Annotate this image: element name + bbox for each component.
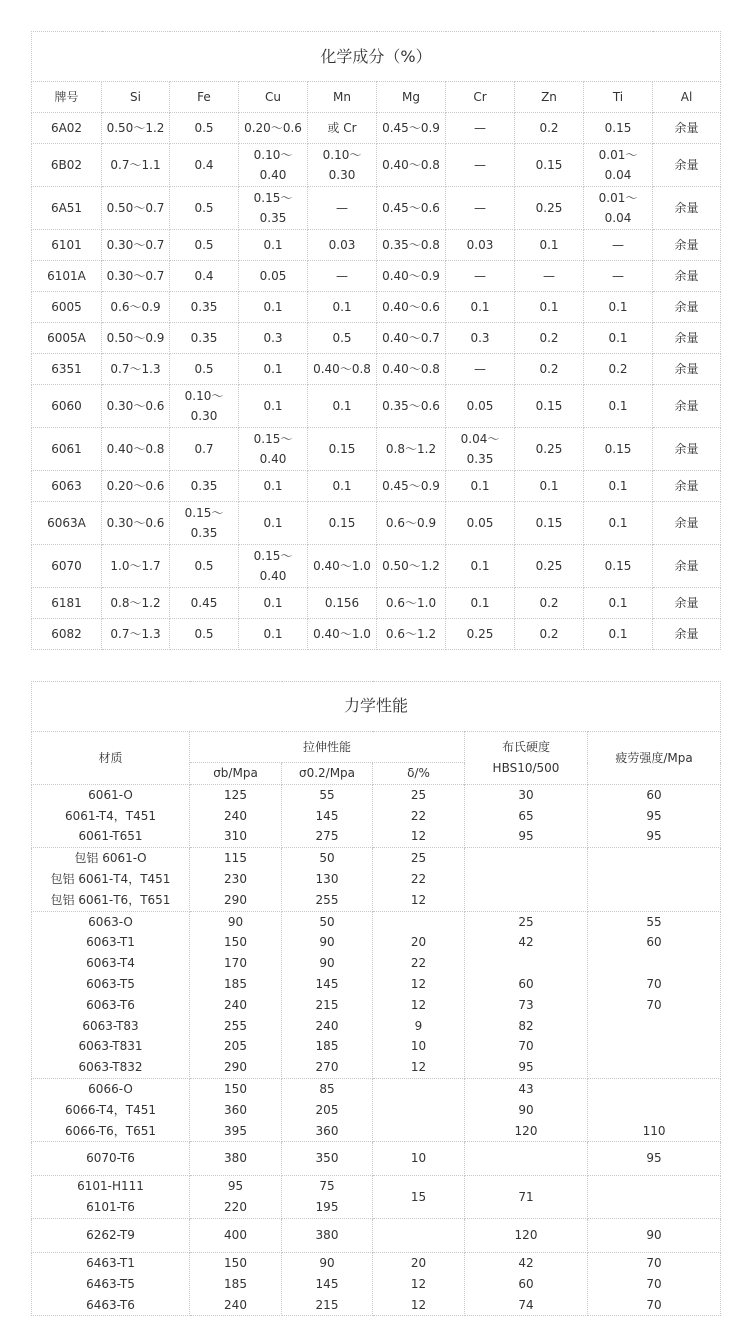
table-cell: 0.50～1.2 [377, 545, 446, 588]
table-cell: 0.10～ 0.40 [239, 144, 308, 187]
table-cell: 0.3 [239, 323, 308, 354]
table-cell: 0.15 [308, 428, 377, 471]
table-cell-fatigue [588, 848, 721, 911]
table-cell: — [308, 261, 377, 292]
table-cell: 0.6～1.2 [377, 619, 446, 650]
table-cell-fatigue: 60 95 95 [588, 784, 721, 847]
table-cell: 0.5 [170, 619, 239, 650]
table-row [32, 784, 721, 847]
table-cell: 0.3 [446, 323, 515, 354]
table-cell: 0.1 [239, 588, 308, 619]
table-cell: 0.50～1.2 [102, 113, 170, 144]
table-row [32, 1252, 721, 1315]
table-cell: 0.1 [239, 292, 308, 323]
table-cell: 0.45～0.9 [377, 471, 446, 502]
table-cell: 0.1 [239, 471, 308, 502]
table-row [32, 1218, 721, 1252]
table-cell: 0.35～0.8 [377, 230, 446, 261]
table-cell-fatigue: 110 [588, 1078, 721, 1141]
table-cell: 0.04～ 0.35 [446, 428, 515, 471]
header-sigma-b: σb/Mpa [190, 763, 282, 785]
header-9: Al [653, 82, 721, 113]
table-row [32, 1176, 721, 1219]
header-tensile: 拉伸性能 [190, 732, 465, 763]
table-cell: 0.50～0.9 [102, 323, 170, 354]
table-cell-s02: 380 [282, 1218, 373, 1252]
table-cell: 余量 [653, 323, 721, 354]
table-cell-material: 6070-T6 [32, 1142, 190, 1176]
table-cell-material: 6063-O 6063-T1 6063-T4 6063-T5 6063-T6 6063-T83 6063-T831 6063-T832 [32, 911, 190, 1078]
table-cell: 0.5 [170, 545, 239, 588]
table-row [32, 187, 721, 230]
table-cell: — [515, 261, 584, 292]
table-cell: 0.15 [584, 113, 653, 144]
table-cell-sb: 125 240 310 [190, 784, 282, 847]
table-cell-fatigue: 90 [588, 1218, 721, 1252]
table-cell: 0.40～0.7 [377, 323, 446, 354]
table-cell: 0.30～0.6 [102, 502, 170, 545]
table-cell: 0.05 [446, 385, 515, 428]
table-cell: — [584, 261, 653, 292]
table-cell: — [446, 144, 515, 187]
table-cell-material: 6061-O 6061-T4，T451 6061-T651 [32, 784, 190, 847]
table-cell: 0.1 [446, 545, 515, 588]
table-cell-hb [465, 848, 588, 911]
chemical-header-row [32, 82, 721, 113]
table-cell: 0.1 [515, 292, 584, 323]
table-cell: 0.8～1.2 [102, 588, 170, 619]
table-cell: 0.35 [170, 471, 239, 502]
table-cell: 0.15～ 0.40 [239, 545, 308, 588]
table-cell: 0.30～0.7 [102, 230, 170, 261]
table-cell: 0.7～1.1 [102, 144, 170, 187]
table-cell-sb: 150 360 395 [190, 1078, 282, 1141]
header-3: Cu [239, 82, 308, 113]
table-cell: 6A51 [32, 187, 102, 230]
table-cell-delta: 25 22 12 [373, 784, 465, 847]
table-cell: 6351 [32, 354, 102, 385]
table-cell: 0.2 [515, 113, 584, 144]
table-cell: 0.25 [515, 545, 584, 588]
table-cell-sb: 115 230 290 [190, 848, 282, 911]
table-cell: 0.1 [239, 230, 308, 261]
table-cell-material: 包铝 6061-O 包铝 6061-T4，T451 包铝 6061-T6，T651 [32, 848, 190, 911]
table-cell-material: 6101-H111 6101-T6 [32, 1176, 190, 1219]
table-cell: 余量 [653, 113, 721, 144]
table-cell: 6B02 [32, 144, 102, 187]
table-cell: 余量 [653, 144, 721, 187]
table-cell: 0.40～0.8 [377, 144, 446, 187]
table-cell: — [308, 187, 377, 230]
table-cell-material: 6066-O 6066-T4，T451 6066-T6，T651 [32, 1078, 190, 1141]
mechanical-table-title: 力学性能 [32, 682, 721, 732]
table-cell: 0.1 [239, 354, 308, 385]
table-cell: 0.40～0.9 [377, 261, 446, 292]
table-row [32, 588, 721, 619]
table-cell: 0.1 [308, 385, 377, 428]
table-cell: 1.0～1.7 [102, 545, 170, 588]
table-cell: 0.45～0.6 [377, 187, 446, 230]
table-row [32, 261, 721, 292]
table-cell-delta: 10 [373, 1142, 465, 1176]
table-cell-hb: 25 42 60 73 82 70 95 [465, 911, 588, 1078]
table-cell-fatigue: 55 60 70 70 [588, 911, 721, 1078]
table-cell: 0.40～0.8 [377, 354, 446, 385]
table-cell-fatigue: 95 [588, 1142, 721, 1176]
table-cell-delta: 25 22 12 [373, 848, 465, 911]
table-cell: 6061 [32, 428, 102, 471]
table-cell-fatigue: 70 70 70 [588, 1252, 721, 1315]
table-cell: 0.35 [170, 292, 239, 323]
table-cell: 余量 [653, 385, 721, 428]
header-4: Mn [308, 82, 377, 113]
table-cell: 0.40～0.6 [377, 292, 446, 323]
table-cell: 0.01～ 0.04 [584, 144, 653, 187]
table-cell: 6005 [32, 292, 102, 323]
table-cell: 0.45 [170, 588, 239, 619]
table-cell: 0.15～ 0.40 [239, 428, 308, 471]
table-cell: 0.1 [446, 292, 515, 323]
table-cell: 0.1 [584, 588, 653, 619]
table-cell: 余量 [653, 502, 721, 545]
table-cell: 0.01～ 0.04 [584, 187, 653, 230]
table-row [32, 1078, 721, 1141]
table-cell: 6070 [32, 545, 102, 588]
table-cell: 0.40～0.8 [102, 428, 170, 471]
table-row [32, 619, 721, 650]
table-cell: 0.7 [170, 428, 239, 471]
table-cell: 0.5 [170, 354, 239, 385]
table-cell: 0.15 [308, 502, 377, 545]
table-cell-hb: 71 [465, 1176, 588, 1219]
table-cell: — [446, 354, 515, 385]
chemical-table-title: 化学成分（%） [32, 32, 721, 82]
table-cell: 0.1 [239, 502, 308, 545]
table-cell: 余量 [653, 545, 721, 588]
table-cell-s02: 50 90 90 145 215 240 185 270 [282, 911, 373, 1078]
table-cell: 0.2 [515, 323, 584, 354]
table-cell: 余量 [653, 292, 721, 323]
table-cell-material: 6463-T1 6463-T5 6463-T6 [32, 1252, 190, 1315]
table-row [32, 144, 721, 187]
table-cell-hb: 120 [465, 1218, 588, 1252]
table-cell-s02: 50 130 255 [282, 848, 373, 911]
table-cell-sb: 400 [190, 1218, 282, 1252]
table-cell-hb [465, 1142, 588, 1176]
table-cell: 0.40～1.0 [308, 545, 377, 588]
table-cell: 6A02 [32, 113, 102, 144]
table-cell: 0.1 [515, 471, 584, 502]
table-cell-s02: 90 145 215 [282, 1252, 373, 1315]
table-cell: 6181 [32, 588, 102, 619]
table-cell: 6063A [32, 502, 102, 545]
table-cell: 0.7～1.3 [102, 354, 170, 385]
table-cell: 0.30～0.6 [102, 385, 170, 428]
table-cell: 余量 [653, 471, 721, 502]
table-cell: 6082 [32, 619, 102, 650]
table-cell: 0.05 [239, 261, 308, 292]
table-cell: 0.1 [584, 385, 653, 428]
table-cell: — [446, 187, 515, 230]
table-cell: 0.35 [170, 323, 239, 354]
header-1: Si [102, 82, 170, 113]
header-2: Fe [170, 82, 239, 113]
table-cell: 0.15 [584, 428, 653, 471]
table-cell: 0.10～ 0.30 [170, 385, 239, 428]
table-cell: 0.03 [308, 230, 377, 261]
table-cell-sb: 95 220 [190, 1176, 282, 1219]
table-cell: 0.30～0.7 [102, 261, 170, 292]
table-cell: 0.5 [308, 323, 377, 354]
table-cell: 0.15～ 0.35 [239, 187, 308, 230]
header-delta: δ/% [373, 763, 465, 785]
table-cell-s02: 55 145 275 [282, 784, 373, 847]
header-5: Mg [377, 82, 446, 113]
table-cell: 0.2 [515, 619, 584, 650]
table-row [32, 292, 721, 323]
table-cell: 6005A [32, 323, 102, 354]
table-cell: 0.03 [446, 230, 515, 261]
table-cell: 0.1 [515, 230, 584, 261]
table-cell-fatigue [588, 1176, 721, 1219]
table-row [32, 230, 721, 261]
table-cell: 0.1 [308, 471, 377, 502]
table-cell: 0.1 [308, 292, 377, 323]
table-cell: 0.35～0.6 [377, 385, 446, 428]
table-row [32, 1142, 721, 1176]
table-cell: 余量 [653, 428, 721, 471]
table-cell: 0.4 [170, 261, 239, 292]
table-cell-s02: 350 [282, 1142, 373, 1176]
table-cell-delta: 15 [373, 1176, 465, 1219]
table-row [32, 354, 721, 385]
table-cell: 6060 [32, 385, 102, 428]
table-row [32, 323, 721, 354]
header-hardness: 布氏硬度 HBS10/500 [465, 732, 588, 785]
table-cell: 0.5 [170, 113, 239, 144]
table-cell: 0.6～0.9 [102, 292, 170, 323]
table-cell: — [446, 261, 515, 292]
table-cell: 0.15～ 0.35 [170, 502, 239, 545]
table-cell-material: 6262-T9 [32, 1218, 190, 1252]
table-cell-hb: 30 65 95 [465, 784, 588, 847]
table-cell: 0.25 [515, 187, 584, 230]
table-row [32, 113, 721, 144]
table-cell: 0.15 [515, 144, 584, 187]
table-cell: — [584, 230, 653, 261]
table-cell: 0.15 [515, 385, 584, 428]
table-cell: 0.1 [584, 502, 653, 545]
header-fatigue: 疲劳强度/Mpa [588, 732, 721, 785]
table-cell: 0.1 [584, 471, 653, 502]
table-cell: 0.7～1.3 [102, 619, 170, 650]
chemical-composition-table [31, 31, 721, 650]
table-cell-sb: 150 185 240 [190, 1252, 282, 1315]
table-cell-sb: 90 150 170 185 240 255 205 290 [190, 911, 282, 1078]
table-cell: 0.1 [239, 619, 308, 650]
table-cell-delta: 20 22 12 12 9 10 12 [373, 911, 465, 1078]
table-cell-s02: 85 205 360 [282, 1078, 373, 1141]
header-material: 材质 [32, 732, 190, 785]
table-cell: 0.15 [584, 545, 653, 588]
table-cell: 余量 [653, 354, 721, 385]
table-cell: 0.4 [170, 144, 239, 187]
header-sigma-02: σ0.2/Mpa [282, 763, 373, 785]
table-cell: 或 Cr [308, 113, 377, 144]
table-cell: 余量 [653, 187, 721, 230]
table-cell: 0.5 [170, 230, 239, 261]
table-cell-sb: 380 [190, 1142, 282, 1176]
table-cell: 0.1 [446, 588, 515, 619]
table-cell: 6101A [32, 261, 102, 292]
table-row [32, 911, 721, 1078]
header-6: Cr [446, 82, 515, 113]
table-cell: 0.5 [170, 187, 239, 230]
table-cell: 0.15 [515, 502, 584, 545]
table-cell-hb: 43 90 120 [465, 1078, 588, 1141]
table-cell-hb: 42 60 74 [465, 1252, 588, 1315]
table-cell: 0.05 [446, 502, 515, 545]
header-8: Ti [584, 82, 653, 113]
table-cell: 0.2 [515, 588, 584, 619]
table-cell: 余量 [653, 619, 721, 650]
table-cell: 0.20～0.6 [239, 113, 308, 144]
table-cell: 余量 [653, 261, 721, 292]
table-row [32, 471, 721, 502]
table-cell: — [446, 113, 515, 144]
table-cell: 0.20～0.6 [102, 471, 170, 502]
table-cell: 0.1 [584, 323, 653, 354]
table-cell: 6063 [32, 471, 102, 502]
table-cell: 0.8～1.2 [377, 428, 446, 471]
table-cell: 0.10～ 0.30 [308, 144, 377, 187]
table-cell: 0.25 [515, 428, 584, 471]
table-cell: 0.6～0.9 [377, 502, 446, 545]
table-cell: 0.1 [446, 471, 515, 502]
table-cell: 0.45～0.9 [377, 113, 446, 144]
table-cell: 余量 [653, 588, 721, 619]
table-cell: 0.50～0.7 [102, 187, 170, 230]
table-cell: 0.2 [584, 354, 653, 385]
header-7: Zn [515, 82, 584, 113]
table-cell: 0.40～1.0 [308, 619, 377, 650]
table-row [32, 545, 721, 588]
table-cell: 余量 [653, 230, 721, 261]
table-row [32, 502, 721, 545]
table-cell: 0.1 [239, 385, 308, 428]
table-cell-delta [373, 1218, 465, 1252]
table-cell: 0.1 [584, 619, 653, 650]
table-row [32, 428, 721, 471]
table-row [32, 848, 721, 911]
table-cell-s02: 75 195 [282, 1176, 373, 1219]
table-cell: 6101 [32, 230, 102, 261]
mechanical-properties-table [31, 681, 721, 1316]
table-cell: 0.1 [584, 292, 653, 323]
table-cell-delta [373, 1078, 465, 1141]
table-cell: 0.25 [446, 619, 515, 650]
table-cell: 0.156 [308, 588, 377, 619]
table-cell: 0.2 [515, 354, 584, 385]
table-cell: 0.40～0.8 [308, 354, 377, 385]
table-row [32, 385, 721, 428]
table-cell-delta: 20 12 12 [373, 1252, 465, 1315]
header-0: 牌号 [32, 82, 102, 113]
table-cell: 0.6～1.0 [377, 588, 446, 619]
